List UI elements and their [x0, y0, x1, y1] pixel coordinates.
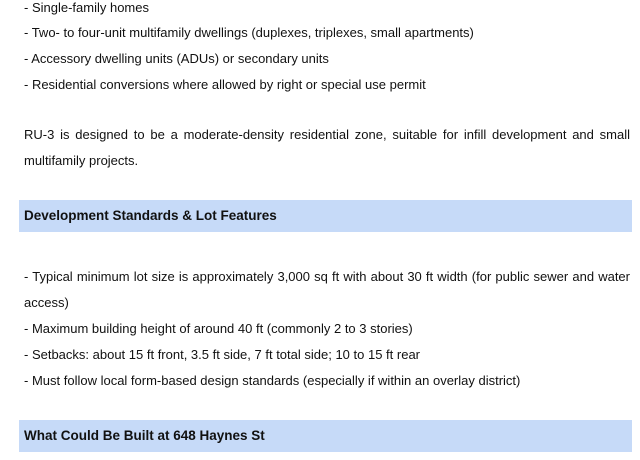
- bullet-lot-size: - Typical minimum lot size is approximately 3,000 sq ft with about 30 ft width (for public sewer and water access): [24, 269, 630, 310]
- bullet-building-height: - Maximum building height of around 40 ft (commonly 2 to 3 stories): [24, 321, 413, 336]
- section-heading-development-standards: Development Standards & Lot Features: [19, 200, 632, 232]
- zone-description-paragraph: RU-3 is designed to be a moderate-density residential zone, suitable for infill development and small multifamily projects.: [24, 127, 630, 168]
- bullet-design-standards: - Must follow local form-based design standards (especially if within an overlay district): [24, 373, 521, 388]
- bullet-conversions: - Residential conversions where allowed by right or special use permit: [24, 77, 426, 92]
- section-heading-what-could-be-built: What Could Be Built at 648 Haynes St: [19, 420, 632, 452]
- bullet-multifamily: - Two- to four-unit multifamily dwellings (duplexes, triplexes, small apartments): [24, 25, 474, 40]
- bullet-single-family: - Single-family homes: [24, 0, 149, 15]
- bullet-adu: - Accessory dwelling units (ADUs) or secondary units: [24, 51, 329, 66]
- bullet-setbacks: - Setbacks: about 15 ft front, 3.5 ft side, 7 ft total side; 10 to 15 ft rear: [24, 347, 420, 362]
